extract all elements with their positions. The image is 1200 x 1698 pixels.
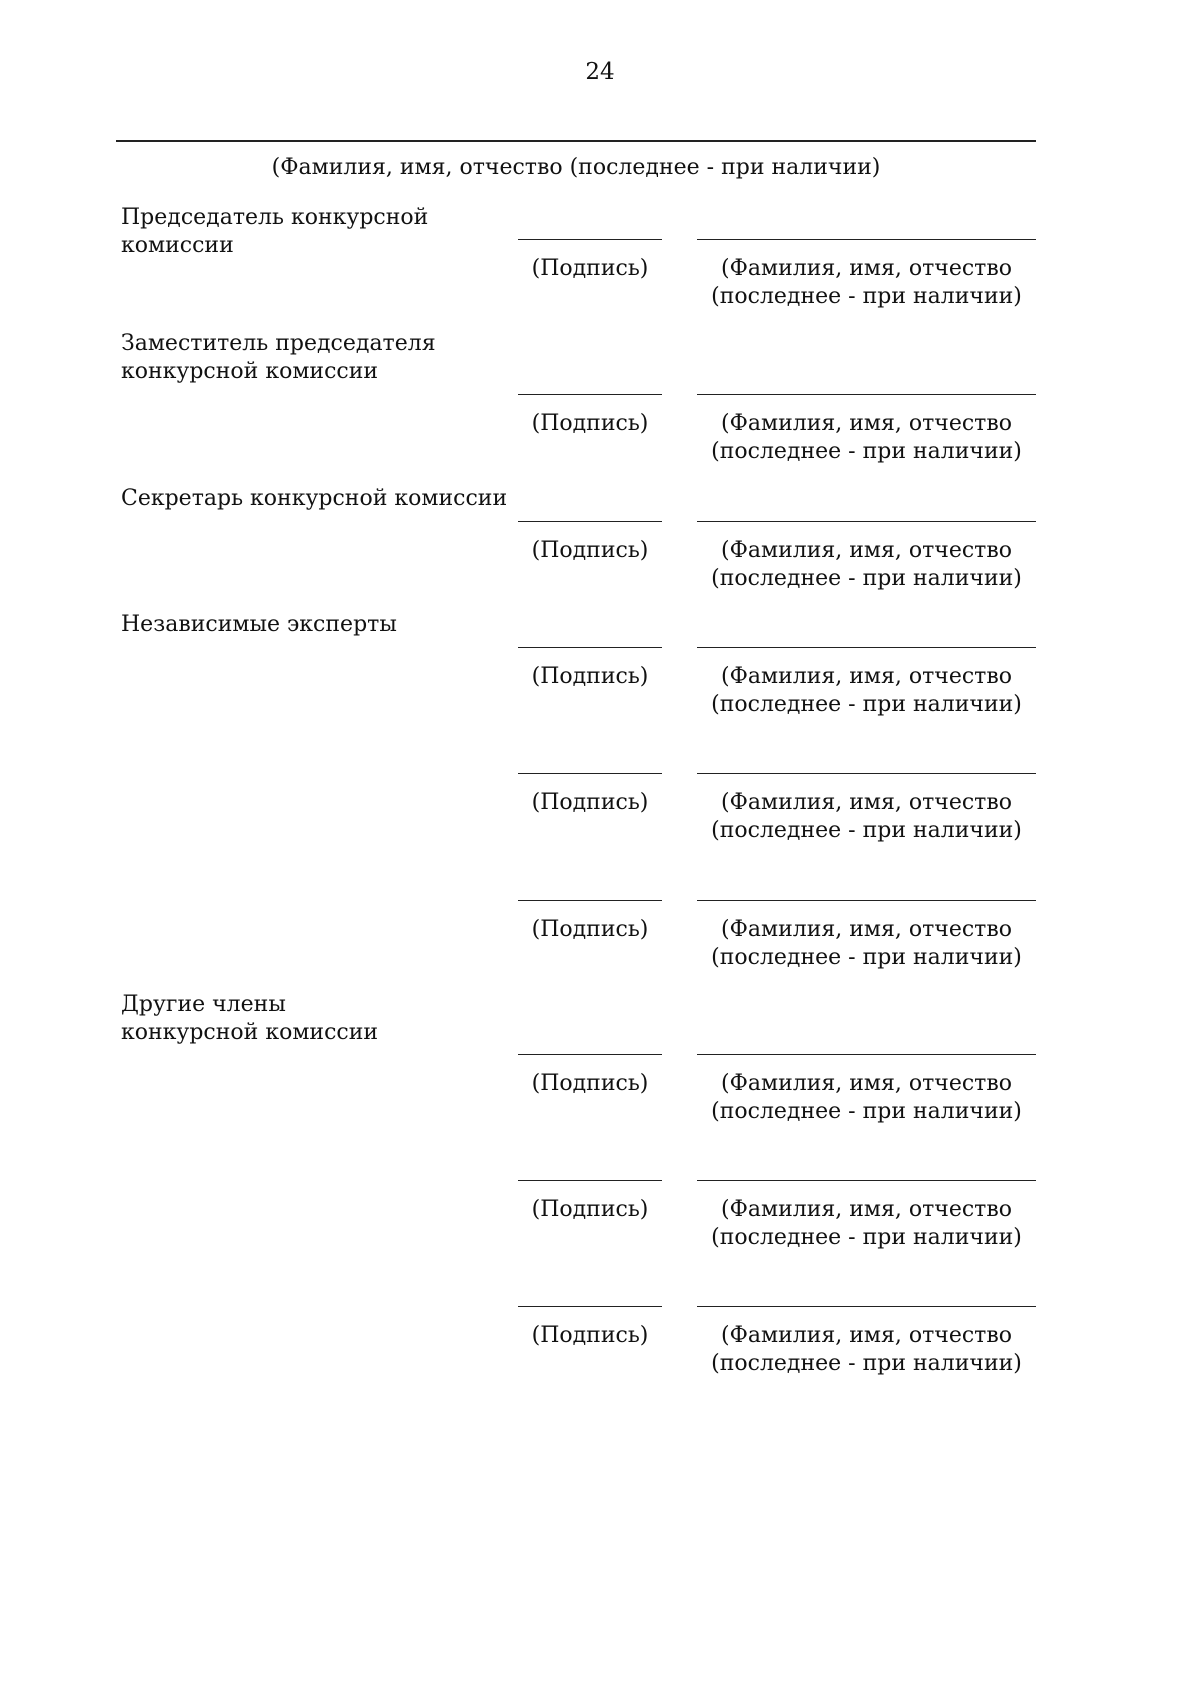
name-line: [697, 1180, 1036, 1181]
role-experts: Независимые эксперты: [121, 612, 397, 637]
name-line: [697, 1306, 1036, 1307]
name-caption-line1: (Фамилия, имя, отчество: [721, 790, 1012, 815]
name-caption-line1: (Фамилия, имя, отчество: [721, 917, 1012, 942]
page-number: 24: [585, 59, 615, 85]
signature-caption: (Подпись): [531, 256, 649, 281]
name-line: [697, 521, 1036, 522]
signature-caption: (Подпись): [531, 538, 649, 563]
name-caption-line2: (последнее - при наличии): [711, 1351, 1022, 1376]
signature-line: [518, 647, 662, 648]
name-caption-line2: (последнее - при наличии): [711, 439, 1022, 464]
name-caption-line1: (Фамилия, имя, отчество: [721, 538, 1012, 563]
name-line: [697, 773, 1036, 774]
name-line: [697, 239, 1036, 240]
name-line: [697, 900, 1036, 901]
signature-line: [518, 773, 662, 774]
name-caption-line1: (Фамилия, имя, отчество: [721, 1071, 1012, 1096]
signature-caption: (Подпись): [531, 1197, 649, 1222]
signature-line: [518, 521, 662, 522]
signature-caption: (Подпись): [531, 1071, 649, 1096]
signature-caption: (Подпись): [531, 1323, 649, 1348]
name-caption-line1: (Фамилия, имя, отчество: [721, 1323, 1012, 1348]
signature-caption: (Подпись): [531, 917, 649, 942]
top-name-caption: (Фамилия, имя, отчество (последнее - при наличии): [271, 155, 881, 180]
name-line: [697, 394, 1036, 395]
name-caption-line2: (последнее - при наличии): [711, 945, 1022, 970]
role-deputy: Заместитель председателя конкурсной комиссии: [121, 331, 436, 384]
signature-caption: (Подпись): [531, 790, 649, 815]
role-chairman: Председатель конкурсной комиссии: [121, 205, 429, 258]
signature-line: [518, 1180, 662, 1181]
signature-caption: (Подпись): [531, 411, 649, 436]
signature-caption: (Подпись): [531, 664, 649, 689]
name-caption-line2: (последнее - при наличии): [711, 1099, 1022, 1124]
name-caption-line1: (Фамилия, имя, отчество: [721, 1197, 1012, 1222]
name-caption-line1: (Фамилия, имя, отчество: [721, 256, 1012, 281]
name-caption-line2: (последнее - при наличии): [711, 692, 1022, 717]
signature-line: [518, 394, 662, 395]
role-secretary: Секретарь конкурсной комиссии: [121, 486, 508, 511]
signature-line: [518, 1054, 662, 1055]
top-signature-line: [116, 140, 1036, 142]
name-caption-line2: (последнее - при наличии): [711, 818, 1022, 843]
signature-line: [518, 239, 662, 240]
name-line: [697, 647, 1036, 648]
signature-line: [518, 900, 662, 901]
signature-line: [518, 1306, 662, 1307]
name-caption-line2: (последнее - при наличии): [711, 1225, 1022, 1250]
role-other-members: Другие члены конкурсной комиссии: [121, 992, 379, 1045]
name-caption-line1: (Фамилия, имя, отчество: [721, 664, 1012, 689]
name-line: [697, 1054, 1036, 1055]
name-caption-line1: (Фамилия, имя, отчество: [721, 411, 1012, 436]
name-caption-line2: (последнее - при наличии): [711, 284, 1022, 309]
name-caption-line2: (последнее - при наличии): [711, 566, 1022, 591]
